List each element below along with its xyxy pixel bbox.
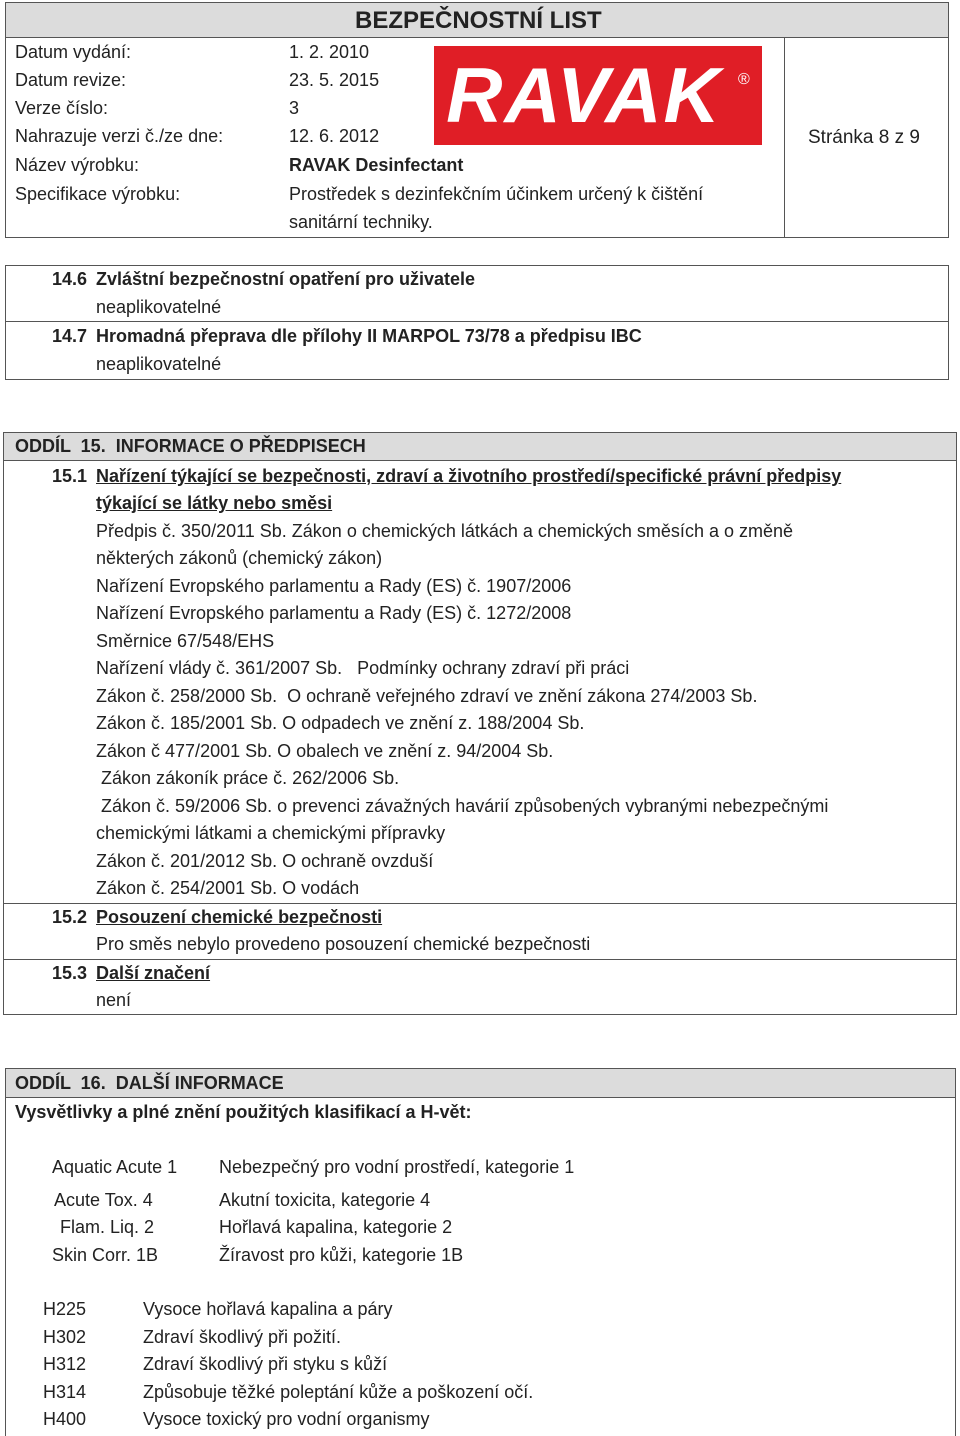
- item-15-1-title-line1: Nařízení týkající se bezpečnosti, zdraví a životního prostředí/specifické právní předpisy: [96, 466, 842, 486]
- product-name-value: RAVAK Desinfectant: [289, 155, 464, 175]
- classification-desc: Hořlavá kapalina, kategorie 2: [219, 1217, 453, 1237]
- document-title: BEZPEČNOSTNÍ LIST: [355, 7, 602, 34]
- version-value: 3: [289, 98, 300, 118]
- h-phrase-desc: Zdraví škodlivý při styku s kůží: [143, 1354, 388, 1374]
- date-revised-value: 23. 5. 2015: [289, 70, 380, 90]
- item-15-1-title-line2: týkající se látky nebo směsi: [96, 493, 333, 513]
- item-15-3-text: není: [96, 990, 132, 1010]
- ravak-logo: [434, 46, 762, 145]
- version-label: Verze číslo:: [15, 98, 109, 118]
- regulation-line: Zákon zákoník práce č. 262/2006 Sb.: [96, 768, 400, 788]
- regulation-line: Nařízení vlády č. 361/2007 Sb. Podmínky ochrany zdraví při práci: [96, 658, 630, 678]
- item-15-1-number: 15.1: [52, 466, 88, 486]
- h-phrase-desc: Zdraví škodlivý při požití.: [143, 1327, 342, 1347]
- item-14-6-number: 14.6: [52, 269, 88, 289]
- ravak-logo-text: RAVAK: [446, 51, 722, 139]
- item-14-7-text: neaplikovatelné: [96, 354, 222, 374]
- replaces-label: Nahrazuje verzi č./ze dne:: [15, 126, 224, 146]
- product-spec-label: Specifikace výrobku:: [15, 184, 181, 204]
- classification-desc: Nebezpečný pro vodní prostředí, kategorie 1: [219, 1157, 575, 1177]
- date-revised-label: Datum revize:: [15, 70, 127, 90]
- regulation-line: Nařízení Evropského parlamentu a Rady (ES) č. 1907/2006: [96, 576, 572, 596]
- section16-subheading: Vysvětlivky a plné znění použitých klasifikací a H-vět:: [15, 1102, 472, 1122]
- regulation-line: některých zákonů (chemický zákon): [96, 548, 383, 568]
- classification-code: Skin Corr. 1B: [52, 1245, 159, 1265]
- registered-mark: ®: [738, 71, 750, 88]
- item-15-3-number: 15.3: [52, 963, 88, 983]
- item-15-2-text: Pro směs nebylo provedeno posouzení chemické bezpečnosti: [96, 934, 591, 954]
- h-phrase-code: H312: [43, 1354, 87, 1374]
- regulation-line: Zákon č 477/2001 Sb. O obalech ve znění z. 94/2004 Sb.: [96, 741, 554, 761]
- item-14-6-title: Zvláštní bezpečnostní opatření pro uživatele: [96, 269, 476, 289]
- replaces-value: 12. 6. 2012: [289, 126, 380, 146]
- classification-desc: Akutní toxicita, kategorie 4: [219, 1190, 431, 1210]
- regulation-line: Zákon č. 59/2006 Sb. o prevenci závažných havárií způsobených vybranými nebezpečnými: [96, 796, 829, 816]
- item-14-7-number: 14.7: [52, 326, 88, 346]
- item-14-6-text: neaplikovatelné: [96, 297, 222, 317]
- h-phrase-desc: Způsobuje těžké poleptání kůže a poškození očí.: [143, 1382, 534, 1402]
- h-phrase-code: H302: [43, 1327, 87, 1347]
- h-phrase-code: H225: [43, 1299, 87, 1319]
- product-name-label: Název výrobku:: [15, 155, 140, 175]
- product-spec-value: Prostředek s dezinfekčním účinkem určený k čištění: [289, 184, 704, 204]
- date-issued-value: 1. 2. 2010: [289, 42, 370, 62]
- item-15-3-title: Další značení: [96, 963, 211, 983]
- regulation-line: Směrnice 67/548/EHS: [96, 631, 275, 651]
- h-phrase-desc: Vysoce hořlavá kapalina a páry: [143, 1299, 393, 1319]
- h-phrase-desc: Vysoce toxický pro vodní organismy: [143, 1409, 430, 1429]
- section16-heading: ODDÍL 16. DALŠÍ INFORMACE: [15, 1073, 284, 1093]
- date-issued-label: Datum vydání:: [15, 42, 132, 62]
- regulation-line: chemickými látkami a chemickými přípravky: [96, 823, 446, 843]
- item-14-7-title: Hromadná přeprava dle přílohy II MARPOL 73/78 a předpisu IBC: [96, 326, 642, 346]
- h-phrase-code: H400: [43, 1409, 87, 1429]
- regulation-line: Nařízení Evropského parlamentu a Rady (ES) č. 1272/2008: [96, 603, 572, 623]
- regulation-line: Zákon č. 254/2001 Sb. O vodách: [96, 878, 360, 898]
- regulation-line: Zákon č. 185/2001 Sb. O odpadech ve znění z. 188/2004 Sb.: [96, 713, 585, 733]
- regulation-line: Předpis č. 350/2011 Sb. Zákon o chemických látkách a chemických směsích a o změně: [96, 521, 793, 541]
- h-phrase-code: H314: [43, 1382, 87, 1402]
- classification-code: Flam. Liq. 2: [60, 1217, 155, 1237]
- item-15-2-number: 15.2: [52, 907, 88, 927]
- classification-desc: Žíravost pro kůži, kategorie 1B: [219, 1245, 464, 1265]
- page-number: Stránka 8 z 9: [808, 127, 920, 148]
- regulation-line: Zákon č. 201/2012 Sb. O ochraně ovzduší: [96, 851, 434, 871]
- regulation-line: Zákon č. 258/2000 Sb. O ochraně veřejného zdraví ve znění zákona 274/2003 Sb.: [96, 686, 758, 706]
- section15-heading: ODDÍL 15. INFORMACE O PŘEDPISECH: [15, 436, 366, 456]
- classification-code: Acute Tox. 4: [54, 1190, 153, 1210]
- item-15-2-title: Posouzení chemické bezpečnosti: [96, 907, 383, 927]
- product-spec-value-line2: sanitární techniky.: [289, 212, 433, 232]
- classification-code: Aquatic Acute 1: [52, 1157, 178, 1177]
